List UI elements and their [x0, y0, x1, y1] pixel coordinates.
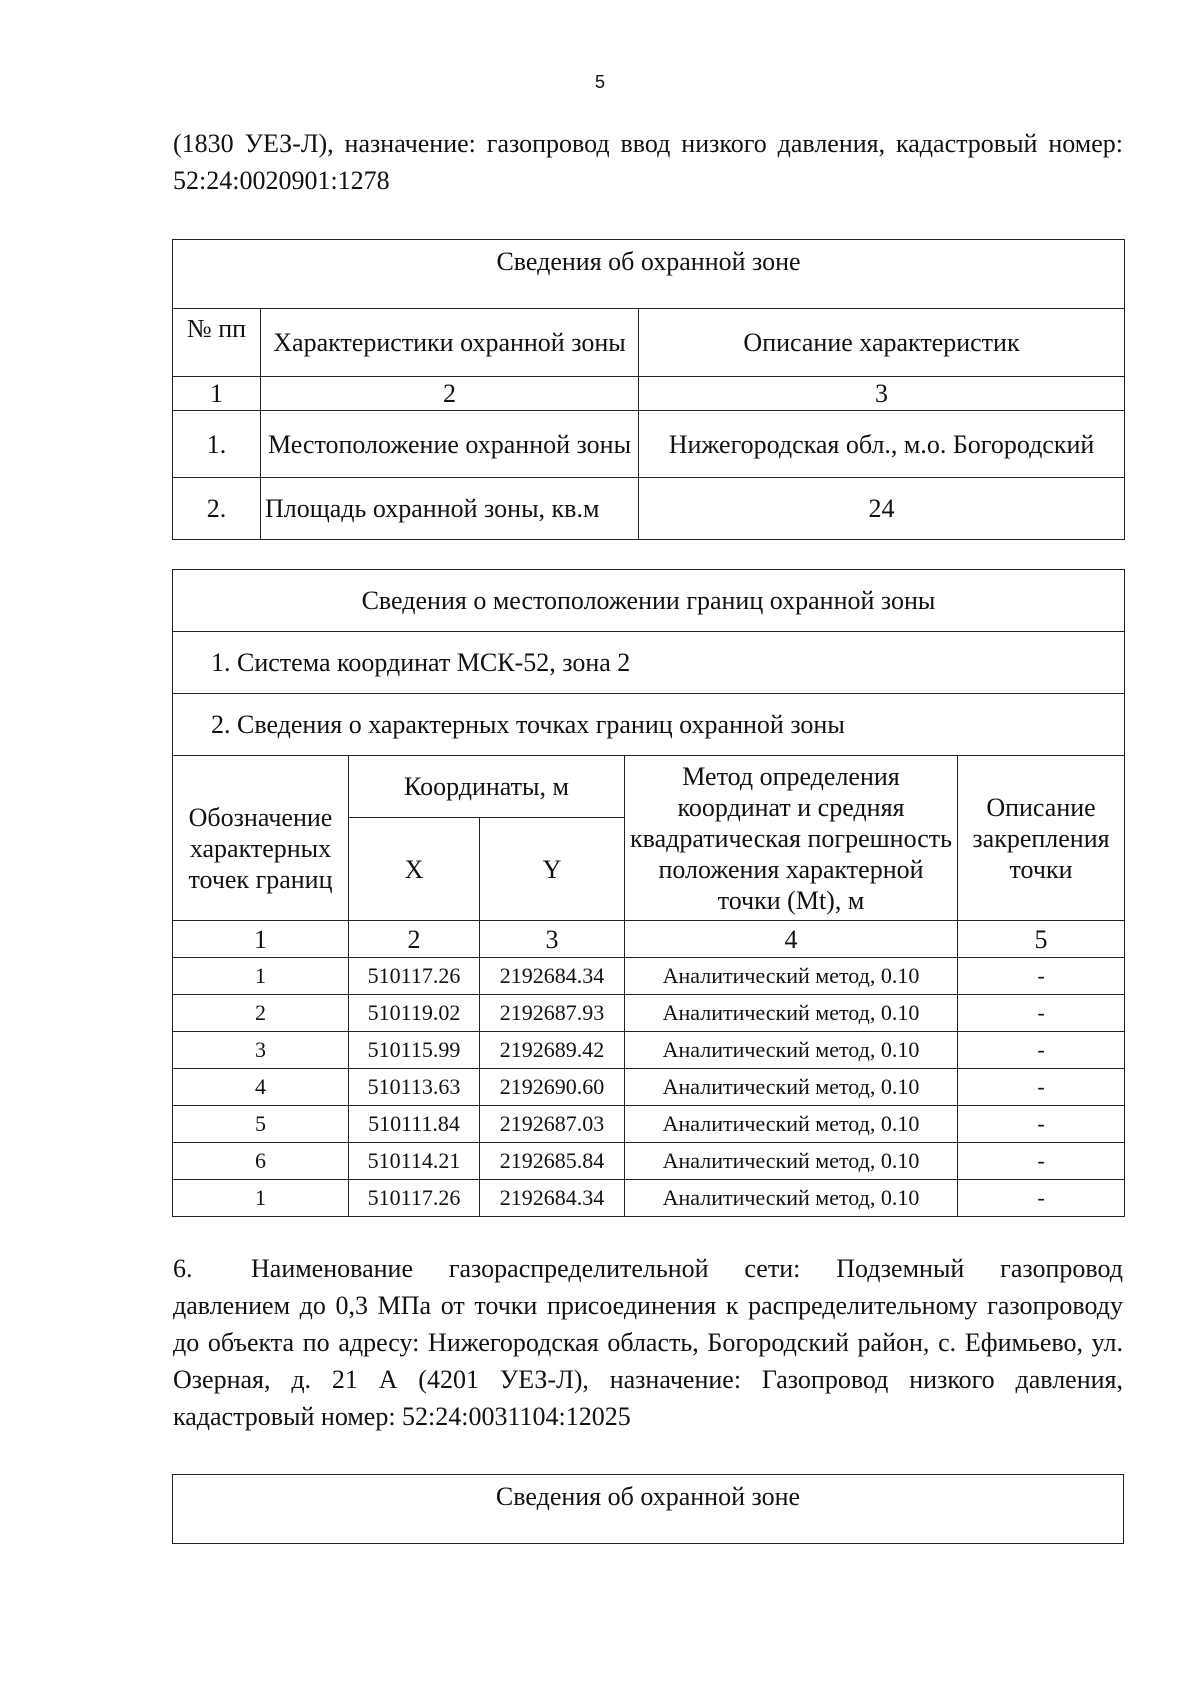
row-characteristic: Площадь охранной зоны, кв.м — [261, 478, 639, 540]
point-id: 6 — [173, 1143, 349, 1180]
point-fixing: - — [958, 1143, 1125, 1180]
header-characteristics: Характеристики охранной зоны — [261, 309, 639, 377]
table-row — [173, 995, 1125, 1032]
header-designation: Обозначение характерных точек границ — [173, 756, 349, 921]
table-title: Сведения об охранной зоне — [173, 1475, 1124, 1544]
point-x: 510113.63 — [349, 1069, 480, 1106]
header-coordinates: Координаты, м — [349, 756, 625, 818]
table-title: Сведения об охранной зоне — [173, 240, 1125, 309]
point-y: 2192684.34 — [480, 958, 625, 995]
table-title: Сведения о местоположении границ охранной зоны — [173, 570, 1125, 632]
point-id: 2 — [173, 995, 349, 1032]
point-y: 2192687.93 — [480, 995, 625, 1032]
col-number-4: 4 — [625, 921, 958, 958]
point-id: 1 — [173, 1180, 349, 1217]
point-method: Аналитический метод, 0.10 — [625, 1069, 958, 1106]
header-method: Метод определения координат и средняя квадратическая погрешность положения характерной точки (Mt), м — [625, 756, 958, 921]
row-number: 1. — [173, 411, 261, 478]
point-fixing: - — [958, 1069, 1125, 1106]
table-row — [173, 1069, 1125, 1106]
header-y: Y — [480, 818, 625, 921]
section-number: 6. — [173, 1254, 193, 1283]
col-number-1: 1 — [173, 377, 261, 411]
col-number-1: 1 — [173, 921, 349, 958]
point-fixing: - — [958, 1032, 1125, 1069]
table-row — [173, 1180, 1125, 1217]
point-x: 510117.26 — [349, 958, 480, 995]
point-y: 2192684.34 — [480, 1180, 625, 1217]
table-row — [173, 1032, 1125, 1069]
point-id: 3 — [173, 1032, 349, 1069]
point-x: 510117.26 — [349, 1180, 480, 1217]
point-method: Аналитический метод, 0.10 — [625, 995, 958, 1032]
table-row — [173, 958, 1125, 995]
point-method: Аналитический метод, 0.10 — [625, 1180, 958, 1217]
point-x: 510115.99 — [349, 1032, 480, 1069]
point-y: 2192690.60 — [480, 1069, 625, 1106]
header-number: № пп — [173, 309, 261, 377]
point-y: 2192687.03 — [480, 1106, 625, 1143]
point-y: 2192685.84 — [480, 1143, 625, 1180]
header-description: Описание характеристик — [639, 309, 1125, 377]
table-row — [173, 1106, 1125, 1143]
point-id: 1 — [173, 958, 349, 995]
boundary-coordinates-table — [172, 569, 1125, 1217]
row-value: 24 — [639, 478, 1125, 540]
row-number: 2. — [173, 478, 261, 540]
row-characteristic: Местоположение охранной зоны — [261, 411, 639, 478]
point-y: 2192689.42 — [480, 1032, 625, 1069]
point-x: 510111.84 — [349, 1106, 480, 1143]
paragraph-continuation: (1830 УЕЗ-Л), назначение: газопровод ввод низкого давления, кадастровый номер: 52:24:0020901:1278 — [173, 129, 1123, 195]
point-method: Аналитический метод, 0.10 — [625, 1143, 958, 1180]
col-number-2: 2 — [261, 377, 639, 411]
point-id: 4 — [173, 1069, 349, 1106]
point-x: 510114.21 — [349, 1143, 480, 1180]
point-fixing: - — [958, 995, 1125, 1032]
section-text: Наименование газораспределительной сети: Подземный газопровод давлением до 0,3 МПа от точки присоединения к распределительному газопроводу до объекта по адресу: Нижегородская область, Богородский район, с. Ефимьево, ул. Озерная, д. 21 А (4201 УЕЗ-Л), назначение: Газопровод низкого давления, кадастровый номер: 52:24:0031104:12025 — [173, 1254, 1123, 1431]
protection-zone-info-table-2 — [172, 1474, 1124, 1544]
col-number-3: 3 — [480, 921, 625, 958]
table-row — [173, 1143, 1125, 1180]
point-fixing: - — [958, 1106, 1125, 1143]
page-number: 5 — [594, 72, 605, 92]
paragraph-section-6 — [173, 1250, 1123, 1435]
point-method: Аналитический метод, 0.10 — [625, 1106, 958, 1143]
header-fixing: Описание закрепления точки — [958, 756, 1125, 921]
point-id: 5 — [173, 1106, 349, 1143]
row-value: Нижегородская обл., м.о. Богородский — [639, 411, 1125, 478]
point-x: 510119.02 — [349, 995, 480, 1032]
header-x: X — [349, 818, 480, 921]
col-number-2: 2 — [349, 921, 480, 958]
protection-zone-info-table — [172, 239, 1125, 540]
point-fixing: - — [958, 1180, 1125, 1217]
point-method: Аналитический метод, 0.10 — [625, 958, 958, 995]
col-number-3: 3 — [639, 377, 1125, 411]
col-number-5: 5 — [958, 921, 1125, 958]
coordinate-system: 1. Система координат МСК-52, зона 2 — [173, 632, 1125, 694]
point-method: Аналитический метод, 0.10 — [625, 1032, 958, 1069]
point-fixing: - — [958, 958, 1125, 995]
points-subtitle: 2. Сведения о характерных точках границ охранной зоны — [173, 694, 1125, 756]
